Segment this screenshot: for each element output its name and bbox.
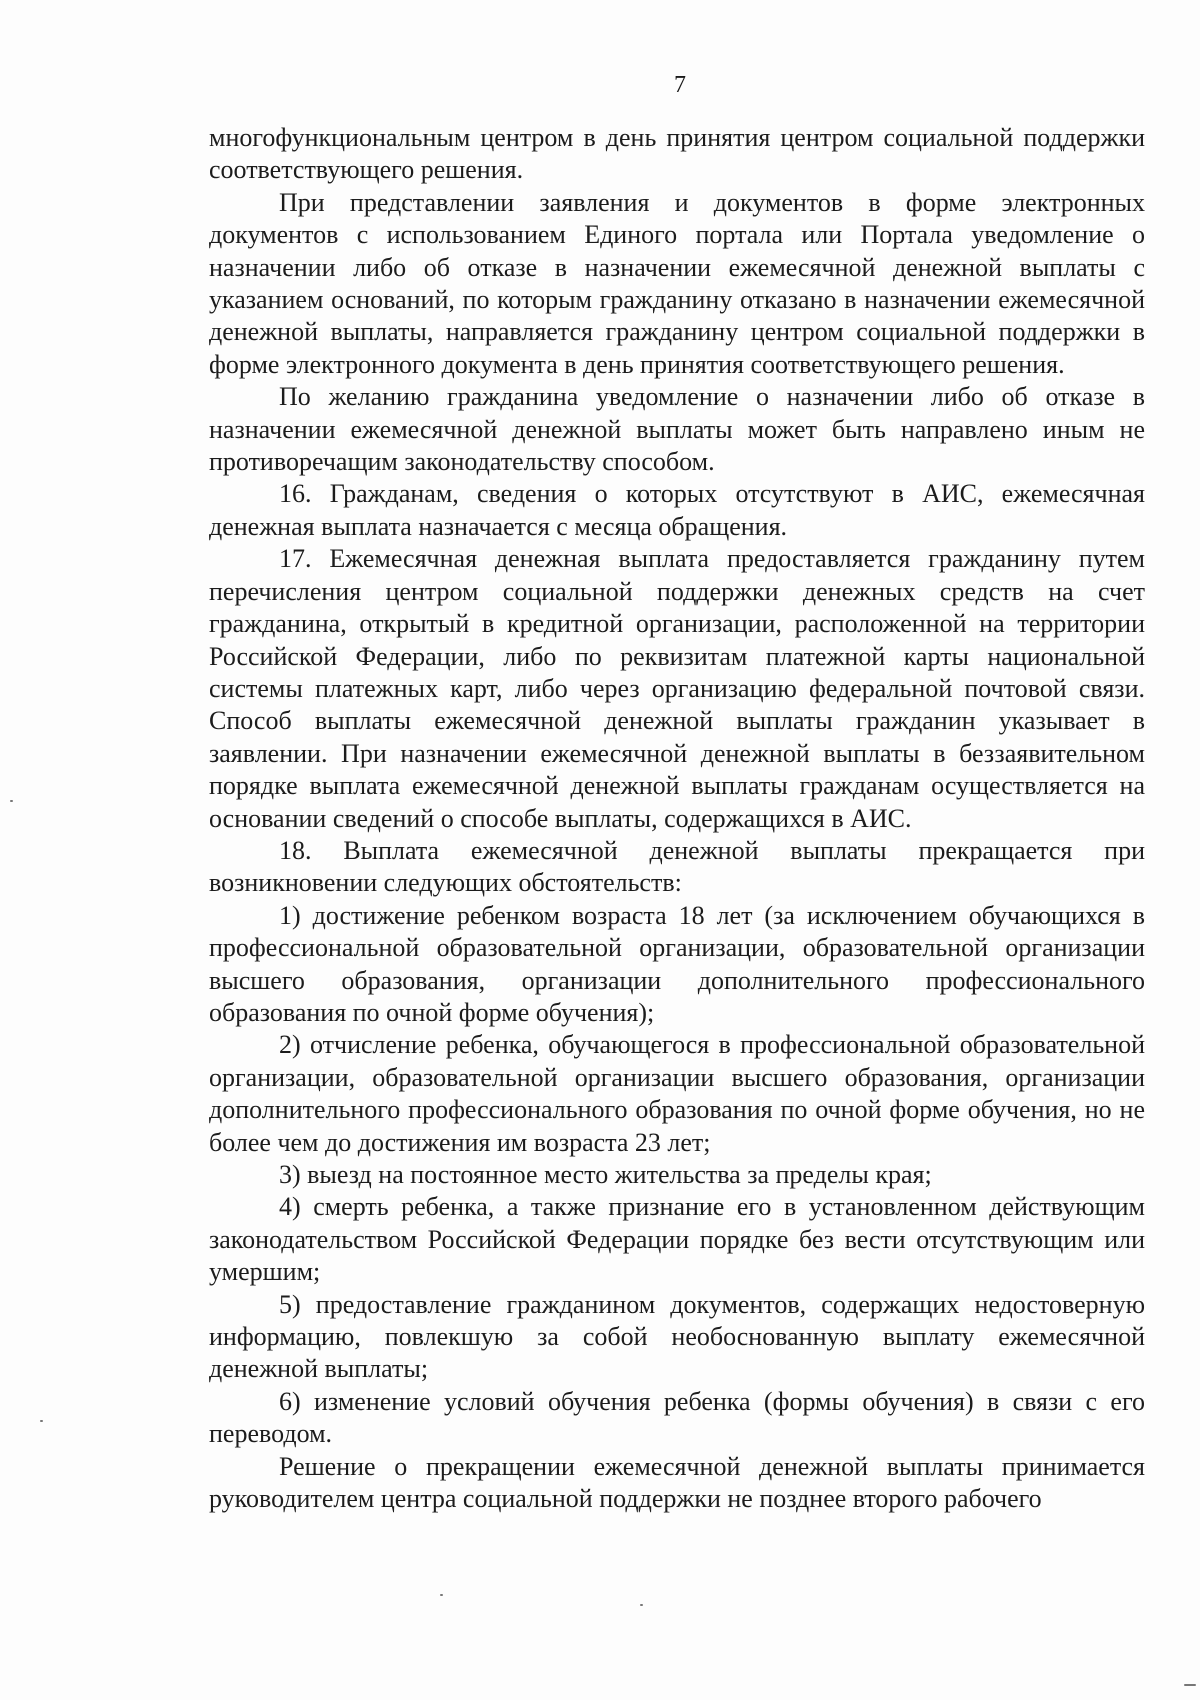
list-item-5: 5) предоставление гражданином документов, содержащих недостоверную информацию, повлекшую за собой необоснованную выплату ежемесячной денежной выплаты; xyxy=(209,1289,1145,1384)
paragraph-item-18: 18. Выплата ежемесячной денежной выплаты прекращается при возникновении следующих обстоятельств: xyxy=(209,835,1145,898)
paragraph-item-17: 17. Ежемесячная денежная выплата предоставляется гражданину путем перечисления центром социальной поддержки денежных средств на счет гражданина, открытый в кредитной организации, расположенной на территории Российской Федерации, либо по реквизитам платежной карты национальной системы платежных карт, либо через организацию федеральной почтовой связи. Способ выплаты ежемесячной денежной выплаты гражданин указывает в заявлении. При назначении ежемесячной денежной выплаты в беззаявительном порядке выплата ежемесячной денежной выплаты гражданам осуществляется на основании сведений о способе выплаты, содержащихся в АИС. xyxy=(209,544,1145,833)
page-number: 7 xyxy=(674,72,686,98)
document-body xyxy=(209,122,1145,1515)
list-item-2: 2) отчисление ребенка, обучающегося в профессиональной образовательной организации, образовательной организации высшего образования, организации дополнительного профессионального образования по очной форме обучения, но не более чем до достижения им возраста 23 лет; xyxy=(209,1030,1145,1157)
list-item-4: 4) смерть ребенка, а также признание его в установленном действующим законодательством Российской Федерации порядке без вести отсутствующим или умершим; xyxy=(209,1192,1145,1287)
scan-speck xyxy=(640,1604,643,1606)
list-item-3: 3) выезд на постоянное место жительства за пределы края; xyxy=(279,1160,932,1189)
scan-speck xyxy=(440,1594,443,1596)
scan-speck xyxy=(1184,1684,1196,1686)
paragraph-notice-other-method: По желанию гражданина уведомление о назначении либо об отказе в назначении ежемесячной денежной выплаты может быть направлено иным не противоречащим законодательству способом. xyxy=(209,382,1145,477)
paragraph-electronic-notice: При представлении заявления и документов в форме электронных документов с использованием Единого портала или Портала уведомление о назначении либо об отказе в назначении ежемесячной денежной выплаты с указанием оснований, по которым гражданину отказано в назначении ежемесячной денежной выплаты, направляется гражданину центром социальной поддержки в форме электронного документа в день принятия соответствующего решения. xyxy=(209,187,1145,379)
scan-speck xyxy=(10,800,13,802)
list-item-1: 1) достижение ребенком возраста 18 лет (за исключением обучающихся в профессиональной образовательной организации, образовательной организации высшего образования, организации дополнительного профессионального образования по очной форме обучения); xyxy=(209,900,1145,1027)
paragraph-item-16: 16. Гражданам, сведения о которых отсутствуют в АИС, ежемесячная денежная выплата назначается с месяца обращения. xyxy=(209,479,1145,541)
paragraph-termination-decision: Решение о прекращении ежемесячной денежной выплаты принимается руководителем центра социальной поддержки не позднее второго рабочего xyxy=(209,1451,1145,1514)
paragraph-continuation: многофункциональным центром в день принятия центром социальной поддержки соответствующего решения. xyxy=(209,123,1145,185)
scan-speck xyxy=(40,1420,43,1422)
list-item-6: 6) изменение условий обучения ребенка (формы обучения) в связи с его переводом. xyxy=(209,1386,1145,1449)
